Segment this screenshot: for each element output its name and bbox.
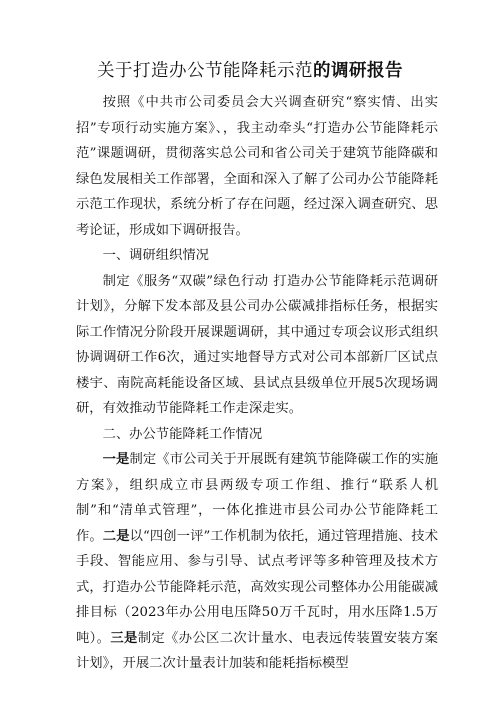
item-text-1: 制定《市公司关于开展既有建筑节能降碳工作的实施方案》，组织成立市县两级专项工作组、推行“联系人机制”和“清单式管理”，一体化推进市县公司办公节能降耗工作。 [76,452,439,544]
section-heading-2: 二、办公节能降耗工作情况 [102,426,263,442]
section-heading-1: 一、调研组织情况 [102,248,209,263]
section-1-paragraph: 制定《服务“双碳”绿色行动 打造办公节能降耗示范调研计划》，分解下发本部及县公司办公碳减排指标任务，根据实际工作情况分阶段开展课题调研，其中通过专项会议形式组织协调调研工作6次，通过实地督导方式对公司本部新厂区试点楼宇、南院高耗能设备区域、县试点县级单位开展5次现场调研，有效推动节能降耗工作走深走实。 [76,273,438,416]
item-label-3: 三是 [110,630,138,646]
item-text-3: 制定《办公区二次计量水、电表远传装置安装方案计划》，开展二次计量表计加装和能耗指标模型 [76,630,439,671]
document-title [0,58,500,84]
section-2-paragraph [76,447,438,677]
document-body [76,90,438,677]
intro-paragraph: 按照《中共市公司委员会大兴调查研究“察实情、出实招”专项行动实施方案》、，我主动牵头“打造办公节能降耗示范”课题调研，贯彻落实总公司和省公司关于建筑节能降碳和绿色发展相关工作部署，全面和深入了解了公司办公节能降耗示范工作现状，系统分析了存在问题，经过深入调查研究、思考论证，形成如下调研报告。 [76,95,438,238]
item-label-2: 二是 [102,528,130,544]
title-normal: 关于打造办公节能降耗示范 [97,61,313,81]
title-bold: 的调研报告 [313,61,403,81]
item-label-1: 一是 [102,452,130,467]
item-text-2: 以“四创一评”工作机制为依托，通过管理措施、技术手段、智能应用、参与引导、试点考评等多种管理及技术方式，打造办公节能降耗示范，高效实现公司整体办公用能碳减排目标（2023年办公用电压降50万千瓦时，用水压降1.5万吨）。 [76,528,438,646]
